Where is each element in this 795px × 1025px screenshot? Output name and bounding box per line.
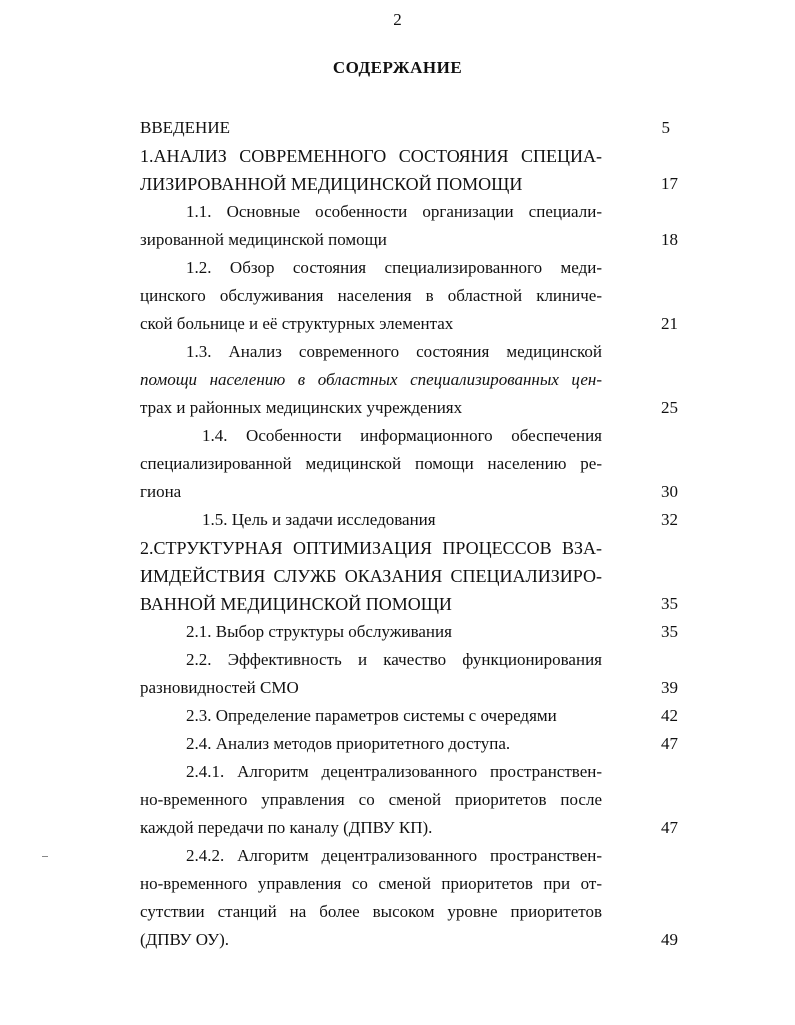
toc-section-2-4-1-line-1: 2.4.1. Алгоритм децентрализованного пространствен- [186,762,602,781]
margin-mark [42,856,48,857]
toc-section-1-1-line-2: зированной медицинской помощи [140,230,387,249]
toc-section-2-4-2-line-2: но-временного управления со сменой приоритетов при от- [140,874,602,893]
toc-section-1-1-line-1: 1.1. Основные особенности организации специали- [186,202,602,221]
toc-page-1-1: 18 [661,230,678,249]
toc-section-1-2-line-2: цинского обслуживания населения в областной клиниче- [140,286,602,305]
toc-section-1-2-line-3: ской больнице и её структурных элементах [140,314,454,333]
toc-section-2-2-line-1: 2.2. Эффективность и качество функционирования [186,650,602,669]
toc-section-2-3: 2.3. Определение параметров системы с очередями [186,706,557,725]
toc-entry-intro: ВВЕДЕНИЕ [140,118,230,137]
toc-page-2-4-2: 49 [661,930,678,949]
toc-page-intro: 5 [661,118,670,137]
toc-page-1-4: 30 [661,482,678,501]
toc-section-1-4-line-2: специализированной медицинской помощи населению ре- [140,454,602,473]
toc-page-1-5: 32 [661,510,678,529]
toc-page-2-4-1: 47 [661,818,678,837]
toc-chapter-1-line-1: 1.АНАЛИЗ СОВРЕМЕННОГО СОСТОЯНИЯ СПЕЦИА- [140,146,602,166]
toc-section-1-2-line-1: 1.2. Обзор состояния специализированного меди- [186,258,602,277]
toc-section-2-2-line-2: разновидностей СМО [140,678,299,697]
toc-section-2-1: 2.1. Выбор структуры обслуживания [186,622,452,641]
toc-section-1-4-line-3: гиона [140,482,182,501]
toc-page-ch1: 17 [661,174,678,193]
toc-chapter-2-line-2: ИМДЕЙСТВИЯ СЛУЖБ ОКАЗАНИЯ СПЕЦИАЛИЗИРО- [140,566,602,586]
toc-section-2-4: 2.4. Анализ методов приоритетного доступа. [186,734,511,753]
toc-page-1-3: 25 [661,398,678,417]
toc-section-1-3-line-1: 1.3. Анализ современного состояния медицинской [186,342,602,361]
toc-page-1-2: 21 [661,314,678,333]
toc-section-1-3-line-3: трах и районных медицинских учреждениях [140,398,463,417]
toc-page-2-1: 35 [661,622,678,641]
page-number: 2 [393,10,402,29]
toc-section-2-4-2-line-1: 2.4.2. Алгоритм децентрализованного пространствен- [186,846,602,865]
toc-page-2-3: 42 [661,706,678,725]
toc-section-2-4-2-line-3: сутствии станций на более высоком уровне приоритетов [140,902,602,921]
toc-section-2-4-2-line-4: (ДПВУ ОУ). [140,930,230,949]
toc-page-2-2: 39 [661,678,678,697]
toc-section-1-3-line-2: помощи населению в областных специализированных цен- [140,370,602,389]
toc-section-1-4-line-1: 1.4. Особенности информационного обеспечения [202,426,602,445]
toc-page-2-4: 47 [661,734,678,753]
toc-page-ch2: 35 [661,594,678,613]
toc-section-2-4-1-line-3: каждой передачи по каналу (ДПВУ КП). [140,818,433,837]
toc-chapter-2-line-1: 2.СТРУКТУРНАЯ ОПТИМИЗАЦИЯ ПРОЦЕССОВ ВЗА- [140,538,602,558]
page-title: СОДЕРЖАНИЕ [332,58,463,77]
toc-section-1-5: 1.5. Цель и задачи исследования [202,510,436,529]
toc-chapter-1-line-2: ЛИЗИРОВАННОЙ МЕДИЦИНСКОЙ ПОМОЩИ [140,174,523,194]
toc-section-2-4-1-line-2: но-временного управления со сменой приоритетов после [140,790,602,809]
toc-chapter-2-line-3: ВАННОЙ МЕДИЦИНСКОЙ ПОМОЩИ [140,594,452,614]
